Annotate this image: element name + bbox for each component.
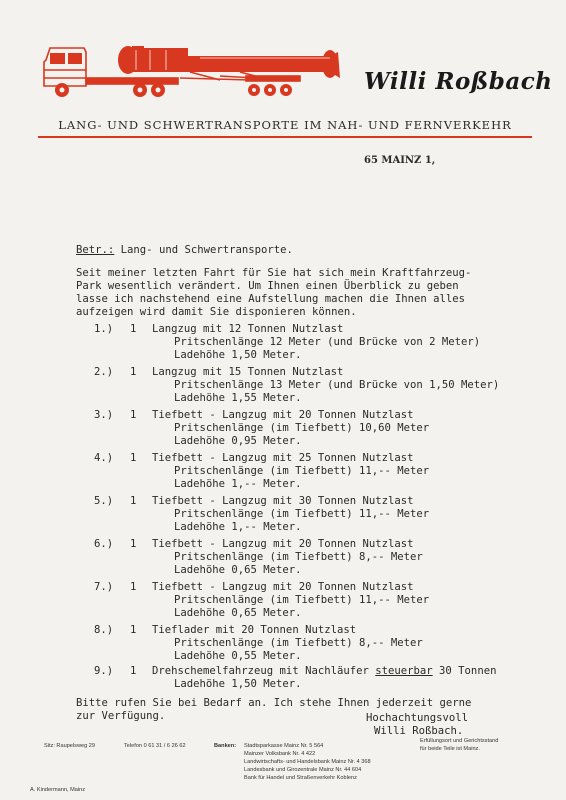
- footer-jurisdiction: für beide Teile ist Mainz.: [420, 746, 480, 752]
- footer-bank: Landwirtschafts- und Handelsbank Mainz Nr. 4 368: [244, 759, 371, 765]
- item-line: [152, 665, 496, 678]
- footer-address: Sitz: Raupelsweg 29: [44, 743, 95, 749]
- sender-city: 65 MAINZ 1,: [364, 155, 436, 166]
- item-number: 7.): [94, 581, 114, 593]
- company-name: Willi Roßbach: [364, 68, 553, 95]
- item-number: 9.): [94, 665, 114, 677]
- item-line: Langzug mit 15 Tonnen Nutzlast: [152, 366, 344, 378]
- item-quantity: 1: [130, 366, 137, 378]
- item-line: Pritschenlänge 13 Meter (und Brücke von 1,50 Meter): [174, 379, 500, 391]
- item-quantity: 1: [130, 495, 137, 507]
- intro-line: Seit meiner letzten Fahrt für Sie hat sich mein Kraftfahrzeug-: [76, 267, 472, 279]
- item-line: Ladehöhe 0,95 Meter.: [174, 435, 302, 447]
- item-line: Ladehöhe 0,65 Meter.: [174, 564, 302, 576]
- item-quantity: 1: [130, 452, 137, 464]
- item-line: Pritschenlänge (im Tiefbett) 10,60 Meter: [174, 422, 430, 434]
- item-line: Pritschenlänge 12 Meter (und Brücke von 2 Meter): [174, 336, 481, 348]
- item-quantity: 1: [130, 665, 137, 677]
- item-quantity: 1: [130, 409, 137, 421]
- item-line: Pritschenlänge (im Tiefbett) 11,-- Meter: [174, 508, 430, 520]
- item-number: 8.): [94, 624, 114, 636]
- item-line: Ladehöhe 1,50 Meter.: [174, 678, 302, 690]
- salutation: Hochachtungsvoll: [366, 712, 469, 724]
- item-line: Ladehöhe 1,55 Meter.: [174, 392, 302, 404]
- item-number: 3.): [94, 409, 114, 421]
- item-quantity: 1: [130, 624, 137, 636]
- item-number: 4.): [94, 452, 114, 464]
- signature: Willi Roßbach.: [374, 725, 464, 737]
- item-quantity: 1: [130, 581, 137, 593]
- footer-phone: Telefon 0 61 31 / 6 26 62: [124, 743, 186, 749]
- item-number: 5.): [94, 495, 114, 507]
- subject-prefix: Betr.:: [76, 244, 115, 256]
- intro-line: Park wesentlich verändert. Um Ihnen einen Überblick zu geben: [76, 280, 459, 292]
- footer-jurisdiction: Erfüllungsort und Gerichtsstand: [420, 738, 499, 744]
- item-line: Ladehöhe 0,55 Meter.: [174, 650, 302, 662]
- item-line: Pritschenlänge (im Tiefbett) 11,-- Meter: [174, 465, 430, 477]
- closing-line: zur Verfügung.: [76, 710, 166, 722]
- subject-text: Lang- und Schwertransporte.: [120, 244, 293, 256]
- item9-capacity: 30 Tonnen: [439, 665, 497, 677]
- item-line: Pritschenlänge (im Tiefbett) 8,-- Meter: [174, 551, 423, 563]
- item-line: Ladehöhe 1,-- Meter.: [174, 478, 302, 490]
- item-number: 1.): [94, 323, 114, 335]
- item-line: Tiefbett - Langzug mit 20 Tonnen Nutzlast: [152, 409, 414, 421]
- subject-line: [76, 244, 293, 257]
- item-quantity: 1: [130, 538, 137, 550]
- item-quantity: 1: [130, 323, 137, 335]
- footer-bank: Stadtsparkasse Mainz Nr. 5 564: [244, 743, 324, 749]
- footer-bank: Landesbank und Girozentrale Mainz Nr. 44 604: [244, 767, 362, 773]
- item-line: Tieflader mit 20 Tonnen Nutzlast: [152, 624, 357, 636]
- item9-underlined: steuerbar: [375, 665, 433, 677]
- letterhead-divider: [38, 136, 532, 138]
- item-line: Pritschenlänge (im Tiefbett) 11,-- Meter: [174, 594, 430, 606]
- company-tagline: LANG- UND SCHWERTRANSPORTE IM NAH- UND FERNVERKEHR: [58, 118, 512, 132]
- item9-text: Drehschemelfahrzeug mit Nachläufer: [152, 665, 369, 677]
- footer-banks-label: Banken:: [214, 743, 237, 749]
- item-line: Ladehöhe 1,-- Meter.: [174, 521, 302, 533]
- item-line: Ladehöhe 1,50 Meter.: [174, 349, 302, 361]
- item-line: Ladehöhe 0,65 Meter.: [174, 607, 302, 619]
- item-number: 2.): [94, 366, 114, 378]
- footer-printer: A. Kindermann, Mainz: [30, 787, 86, 793]
- closing-line: Bitte rufen Sie bei Bedarf an. Ich stehe Ihnen jederzeit gerne: [76, 697, 472, 709]
- truck-with-long-load-icon: [40, 42, 346, 100]
- item-line: Tiefbett - Langzug mit 20 Tonnen Nutzlast: [152, 538, 414, 550]
- intro-line: lasse ich nachstehend eine Aufstellung machen die Ihnen alles: [76, 293, 466, 305]
- footer-bank: Mainzer Volksbank Nr. 4 422: [244, 751, 316, 757]
- item-line: Langzug mit 12 Tonnen Nutzlast: [152, 323, 344, 335]
- footer-bank: Bank für Handel und Straßenverkehr Koblenz: [244, 775, 357, 781]
- intro-line: aufzeigen wird damit Sie disponieren können.: [76, 306, 357, 318]
- item-line: Tiefbett - Langzug mit 20 Tonnen Nutzlast: [152, 581, 414, 593]
- item-line: Pritschenlänge (im Tiefbett) 8,-- Meter: [174, 637, 423, 649]
- item-number: 6.): [94, 538, 114, 550]
- item-line: Tiefbett - Langzug mit 30 Tonnen Nutzlast: [152, 495, 414, 507]
- item-line: Tiefbett - Langzug mit 25 Tonnen Nutzlast: [152, 452, 414, 464]
